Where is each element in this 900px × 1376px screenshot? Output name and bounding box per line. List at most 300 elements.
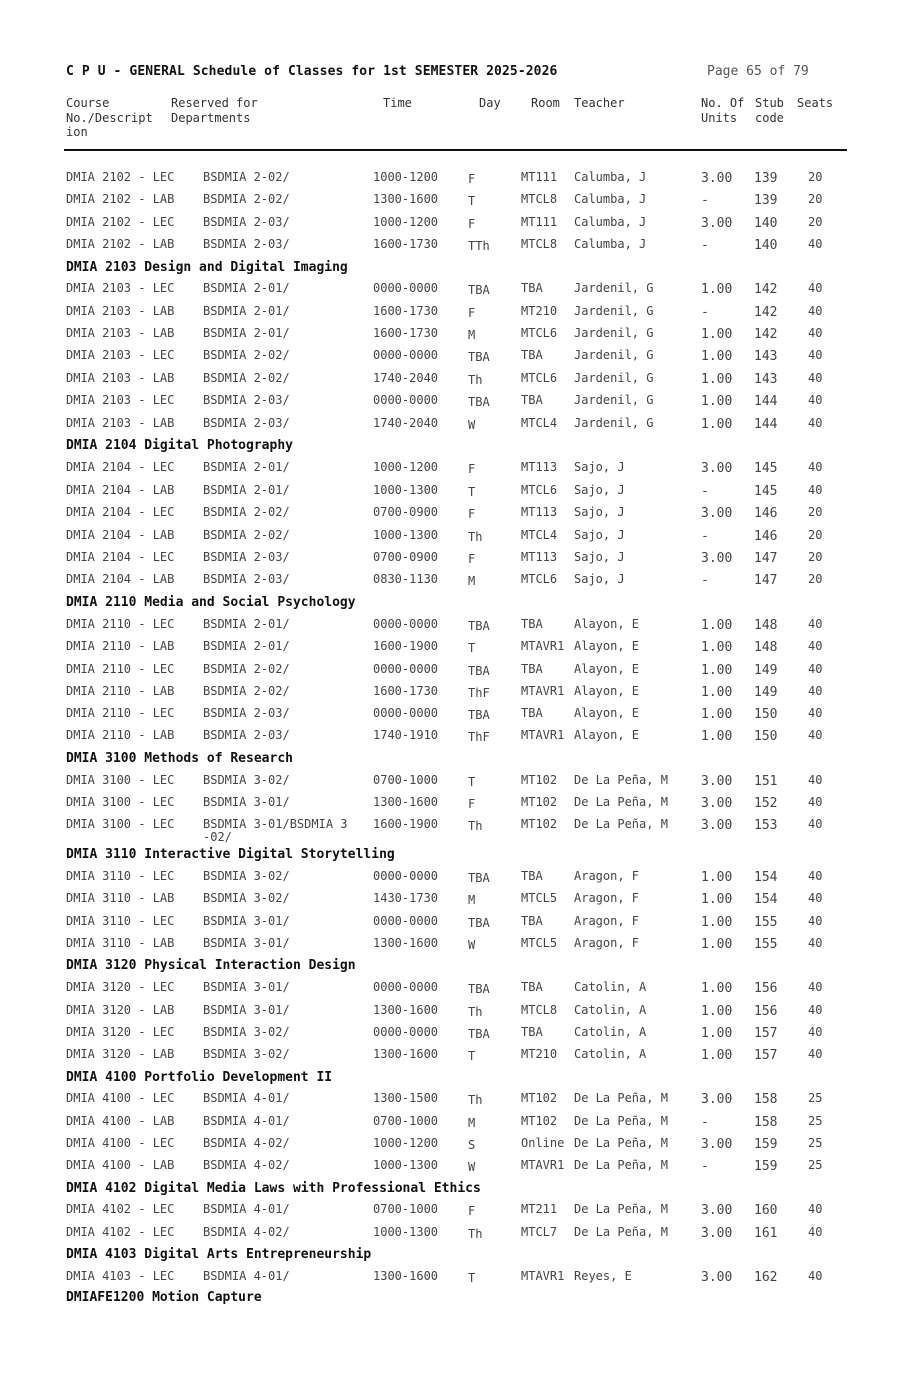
cell-teacher: Jardenil, G — [574, 304, 654, 318]
cell-seats: 40 — [808, 1202, 823, 1216]
cell-course: DMIA 2102 - LEC — [66, 215, 175, 229]
cell-room: Online — [521, 1136, 565, 1150]
cell-teacher: De La Peña, M — [574, 795, 668, 809]
cell-stub: 153 — [754, 818, 778, 833]
cell-time: 0000-0000 — [373, 706, 439, 720]
cell-dept: BSDMIA 2-01/ — [203, 483, 290, 497]
cell-day: Th — [468, 530, 483, 544]
cell-dept: BSDMIA 2-01/ — [203, 460, 290, 474]
cell-course: DMIA 2103 - LEC — [66, 348, 175, 362]
cell-course: DMIA 4100 - LEC — [66, 1091, 175, 1105]
cell-course: DMIA 4100 - LAB — [66, 1114, 175, 1128]
cell-stub: 145 — [754, 484, 778, 499]
cell-seats: 40 — [808, 869, 823, 883]
cell-time: 1740-1910 — [373, 728, 439, 742]
cell-teacher: Jardenil, G — [574, 348, 654, 362]
cell-day: T — [468, 641, 476, 655]
table-row — [0, 528, 900, 548]
cell-teacher: De La Peña, M — [574, 1158, 668, 1172]
table-row — [0, 483, 900, 503]
cell-stub: 157 — [754, 1048, 778, 1063]
cell-room: MT111 — [521, 215, 558, 229]
cell-seats: 40 — [808, 237, 823, 251]
cell-stub: 155 — [754, 937, 778, 952]
cell-day: ThF — [468, 730, 490, 744]
cell-seats: 25 — [808, 1136, 823, 1150]
cell-course: DMIA 4102 - LEC — [66, 1202, 175, 1216]
table-row — [0, 1025, 900, 1045]
cell-seats: 40 — [808, 304, 823, 318]
cell-course: DMIA 2103 - LAB — [66, 416, 175, 430]
cell-course: DMIA 3100 - LEC — [66, 795, 175, 809]
cell-room: TBA — [521, 914, 543, 928]
cell-day: W — [468, 938, 476, 952]
cell-dept-continued: -02/ — [203, 830, 232, 844]
cell-time: 1740-2040 — [373, 371, 439, 385]
cell-room: TBA — [521, 980, 543, 994]
cell-course: DMIA 2110 - LAB — [66, 684, 175, 698]
cell-units: 1.00 — [701, 640, 733, 655]
table-row — [0, 980, 900, 1000]
cell-room: MT210 — [521, 1047, 558, 1061]
cell-dept: BSDMIA 2-01/ — [203, 326, 290, 340]
cell-stub: 158 — [754, 1092, 778, 1107]
cell-units: 1.00 — [701, 349, 733, 364]
cell-dept: BSDMIA 3-01/ — [203, 795, 290, 809]
cell-stub: 162 — [754, 1270, 778, 1285]
cell-course: DMIA 4100 - LAB — [66, 1158, 175, 1172]
cell-stub: 147 — [754, 573, 778, 588]
cell-teacher: Jardenil, G — [574, 281, 654, 295]
cell-seats: 40 — [808, 281, 823, 295]
cell-units: 3.00 — [701, 216, 733, 231]
table-row — [0, 393, 900, 413]
cell-stub: 156 — [754, 1004, 778, 1019]
cell-teacher: Sajo, J — [574, 528, 625, 542]
cell-time: 1300-1600 — [373, 1047, 439, 1061]
cell-stub: 144 — [754, 417, 778, 432]
cell-day: M — [468, 574, 476, 588]
cell-stub: 157 — [754, 1026, 778, 1041]
cell-course: DMIA 4102 - LEC — [66, 1225, 175, 1239]
cell-day: W — [468, 418, 476, 432]
cell-teacher: Aragon, F — [574, 914, 640, 928]
cell-seats: 20 — [808, 192, 823, 206]
cell-teacher: Sajo, J — [574, 572, 625, 586]
cell-teacher: Alayon, E — [574, 684, 640, 698]
col-course: Course No./Descript ion — [66, 96, 153, 139]
cell-seats: 40 — [808, 371, 823, 385]
cell-day: Th — [468, 1093, 483, 1107]
cell-seats: 40 — [808, 326, 823, 340]
table-row — [0, 662, 900, 682]
cell-seats: 40 — [808, 348, 823, 362]
cell-seats: 20 — [808, 550, 823, 564]
cell-day: F — [468, 507, 476, 521]
cell-dept: BSDMIA 3-01/ — [203, 1003, 290, 1017]
cell-seats: 40 — [808, 1225, 823, 1239]
cell-units: 1.00 — [701, 892, 733, 907]
cell-day: TBA — [468, 350, 490, 364]
table-row — [0, 505, 900, 525]
cell-course: DMIA 2102 - LAB — [66, 237, 175, 251]
cell-units: 1.00 — [701, 394, 733, 409]
cell-teacher: Alayon, E — [574, 706, 640, 720]
cell-units: 3.00 — [701, 1203, 733, 1218]
cell-time: 1740-2040 — [373, 416, 439, 430]
cell-teacher: Catolin, A — [574, 1047, 647, 1061]
cell-dept: BSDMIA 3-02/ — [203, 891, 290, 905]
cell-stub: 145 — [754, 461, 778, 476]
cell-units: - — [701, 305, 709, 320]
cell-teacher: Alayon, E — [574, 617, 640, 631]
cell-course: DMIA 2110 - LEC — [66, 662, 175, 676]
cell-dept: BSDMIA 2-03/ — [203, 550, 290, 564]
cell-teacher: Catolin, A — [574, 980, 647, 994]
cell-time: 1600-1730 — [373, 684, 439, 698]
table-row — [0, 1225, 900, 1245]
cell-time: 1000-1300 — [373, 528, 439, 542]
cell-stub: 142 — [754, 305, 778, 320]
cell-teacher: Alayon, E — [574, 728, 640, 742]
cell-room: MTCL6 — [521, 371, 558, 385]
cell-room: TBA — [521, 869, 543, 883]
header-divider — [64, 149, 847, 151]
table-row — [0, 237, 900, 257]
cell-teacher: Aragon, F — [574, 869, 640, 883]
table-row — [0, 795, 900, 815]
cell-day: Th — [468, 1227, 483, 1241]
cell-time: 0000-0000 — [373, 980, 439, 994]
cell-units: 3.00 — [701, 774, 733, 789]
table-row — [0, 170, 900, 190]
cell-dept: BSDMIA 2-03/ — [203, 416, 290, 430]
cell-day: TBA — [468, 619, 490, 633]
cell-seats: 40 — [808, 662, 823, 676]
cell-day: TBA — [468, 982, 490, 996]
table-row — [0, 550, 900, 570]
cell-time: 0830-1130 — [373, 572, 439, 586]
cell-teacher: De La Peña, M — [574, 1114, 668, 1128]
col-reserved: Reserved for Departments — [171, 96, 258, 125]
cell-time: 1300-1600 — [373, 795, 439, 809]
cell-units: 1.00 — [701, 937, 733, 952]
cell-dept: BSDMIA 2-02/ — [203, 684, 290, 698]
table-row — [0, 728, 900, 748]
cell-stub: 139 — [754, 193, 778, 208]
cell-dept: BSDMIA 2-02/ — [203, 662, 290, 676]
cell-room: TBA — [521, 617, 543, 631]
cell-day: F — [468, 797, 476, 811]
cell-day: Th — [468, 819, 483, 833]
cell-day: T — [468, 194, 476, 208]
cell-room: MTAVR1 — [521, 684, 565, 698]
cell-stub: 158 — [754, 1115, 778, 1130]
course-section-heading: DMIA 4100 Portfolio Development II — [66, 1070, 333, 1085]
table-row — [0, 1202, 900, 1222]
cell-units: 3.00 — [701, 461, 733, 476]
cell-room: MTCL7 — [521, 1225, 558, 1239]
cell-room: MTAVR1 — [521, 728, 565, 742]
cell-seats: 40 — [808, 1003, 823, 1017]
cell-day: T — [468, 1271, 476, 1285]
cell-day: M — [468, 1116, 476, 1130]
cell-time: 1000-1200 — [373, 170, 439, 184]
cell-time: 0000-0000 — [373, 617, 439, 631]
cell-units: 3.00 — [701, 1092, 733, 1107]
cell-stub: 148 — [754, 640, 778, 655]
table-row — [0, 1114, 900, 1134]
cell-stub: 148 — [754, 618, 778, 633]
cell-dept: BSDMIA 2-01/ — [203, 617, 290, 631]
cell-units: 1.00 — [701, 1026, 733, 1041]
cell-room: MTCL6 — [521, 326, 558, 340]
cell-units: 3.00 — [701, 506, 733, 521]
cell-stub: 161 — [754, 1226, 778, 1241]
cell-time: 1000-1300 — [373, 483, 439, 497]
cell-time: 0000-0000 — [373, 869, 439, 883]
cell-teacher: Sajo, J — [574, 460, 625, 474]
cell-seats: 40 — [808, 684, 823, 698]
cell-time: 1430-1730 — [373, 891, 439, 905]
cell-units: 1.00 — [701, 417, 733, 432]
cell-teacher: Alayon, E — [574, 639, 640, 653]
table-row — [0, 460, 900, 480]
cell-teacher: Sajo, J — [574, 483, 625, 497]
cell-course: DMIA 3110 - LEC — [66, 869, 175, 883]
cell-day: TBA — [468, 1027, 490, 1041]
cell-dept: BSDMIA 3-01/BSDMIA 3 — [203, 817, 348, 831]
page-number: Page 65 of 79 — [707, 64, 809, 79]
cell-time: 1600-1730 — [373, 304, 439, 318]
cell-dept: BSDMIA 3-02/ — [203, 1047, 290, 1061]
cell-seats: 40 — [808, 914, 823, 928]
cell-day: F — [468, 1204, 476, 1218]
cell-dept: BSDMIA 3-01/ — [203, 980, 290, 994]
cell-room: MT102 — [521, 795, 558, 809]
col-day: Day — [479, 96, 501, 110]
cell-stub: 149 — [754, 685, 778, 700]
cell-dept: BSDMIA 3-01/ — [203, 936, 290, 950]
cell-room: MTCL6 — [521, 483, 558, 497]
cell-course: DMIA 2103 - LEC — [66, 393, 175, 407]
cell-room: TBA — [521, 348, 543, 362]
cell-seats: 40 — [808, 795, 823, 809]
cell-teacher: Reyes, E — [574, 1269, 632, 1283]
table-row — [0, 192, 900, 212]
cell-day: F — [468, 217, 476, 231]
cell-course: DMIA 2104 - LAB — [66, 528, 175, 542]
cell-course: DMIA 2104 - LAB — [66, 572, 175, 586]
table-row — [0, 572, 900, 592]
cell-time: 1000-1200 — [373, 215, 439, 229]
cell-dept: BSDMIA 2-02/ — [203, 192, 290, 206]
cell-time: 0700-1000 — [373, 773, 439, 787]
cell-teacher: De La Peña, M — [574, 1136, 668, 1150]
cell-seats: 40 — [808, 393, 823, 407]
cell-day: Th — [468, 1005, 483, 1019]
cell-day: F — [468, 462, 476, 476]
cell-room: MTCL5 — [521, 936, 558, 950]
cell-units: 1.00 — [701, 685, 733, 700]
cell-time: 1300-1600 — [373, 1269, 439, 1283]
cell-room: TBA — [521, 281, 543, 295]
cell-teacher: Aragon, F — [574, 936, 640, 950]
cell-seats: 40 — [808, 980, 823, 994]
cell-day: TBA — [468, 664, 490, 678]
table-row — [0, 617, 900, 637]
cell-dept: BSDMIA 2-01/ — [203, 304, 290, 318]
cell-units: - — [701, 529, 709, 544]
cell-units: 3.00 — [701, 796, 733, 811]
cell-course: DMIA 3110 - LEC — [66, 914, 175, 928]
cell-teacher: Calumba, J — [574, 192, 647, 206]
cell-time: 1300-1600 — [373, 192, 439, 206]
cell-dept: BSDMIA 2-02/ — [203, 528, 290, 542]
cell-teacher: Calumba, J — [574, 237, 647, 251]
cell-time: 0000-0000 — [373, 348, 439, 362]
cell-day: Th — [468, 373, 483, 387]
cell-seats: 40 — [808, 936, 823, 950]
cell-time: 1000-1300 — [373, 1158, 439, 1172]
course-section-heading: DMIAFE1200 Motion Capture — [66, 1290, 262, 1305]
table-row — [0, 706, 900, 726]
cell-time: 1600-1730 — [373, 237, 439, 251]
cell-stub: 143 — [754, 349, 778, 364]
cell-course: DMIA 2110 - LEC — [66, 617, 175, 631]
cell-seats: 40 — [808, 728, 823, 742]
cell-dept: BSDMIA 2-03/ — [203, 572, 290, 586]
course-section-heading: DMIA 4103 Digital Arts Entrepreneurship — [66, 1247, 372, 1262]
cell-units: - — [701, 238, 709, 253]
cell-day: T — [468, 775, 476, 789]
table-row — [0, 416, 900, 436]
cell-stub: 150 — [754, 729, 778, 744]
cell-course: DMIA 2103 - LAB — [66, 371, 175, 385]
cell-room: MT113 — [521, 550, 558, 564]
cell-dept: BSDMIA 2-03/ — [203, 215, 290, 229]
cell-course: DMIA 2110 - LEC — [66, 706, 175, 720]
cell-teacher: Jardenil, G — [574, 416, 654, 430]
cell-dept: BSDMIA 4-01/ — [203, 1114, 290, 1128]
cell-teacher: Sajo, J — [574, 505, 625, 519]
cell-stub: 154 — [754, 892, 778, 907]
cell-day: S — [468, 1138, 476, 1152]
cell-time: 1300-1500 — [373, 1091, 439, 1105]
cell-room: MTCL4 — [521, 416, 558, 430]
cell-course: DMIA 2110 - LAB — [66, 639, 175, 653]
cell-stub: 139 — [754, 171, 778, 186]
cell-room: MTCL4 — [521, 528, 558, 542]
cell-dept: BSDMIA 4-01/ — [203, 1269, 290, 1283]
cell-room: MT102 — [521, 1091, 558, 1105]
cell-course: DMIA 3110 - LAB — [66, 936, 175, 950]
cell-course: DMIA 2110 - LAB — [66, 728, 175, 742]
cell-course: DMIA 3120 - LEC — [66, 1025, 175, 1039]
cell-course: DMIA 2103 - LAB — [66, 304, 175, 318]
cell-course: DMIA 3120 - LAB — [66, 1047, 175, 1061]
cell-day: F — [468, 306, 476, 320]
cell-stub: 143 — [754, 372, 778, 387]
col-stub: Stub code — [755, 96, 784, 125]
cell-units: 1.00 — [701, 1048, 733, 1063]
cell-room: MT113 — [521, 505, 558, 519]
cell-time: 1300-1600 — [373, 936, 439, 950]
cell-room: MTAVR1 — [521, 1269, 565, 1283]
cell-units: 1.00 — [701, 870, 733, 885]
cell-time: 1000-1200 — [373, 460, 439, 474]
table-row — [0, 891, 900, 911]
table-row — [0, 817, 900, 844]
cell-units: - — [701, 1115, 709, 1130]
cell-seats: 20 — [808, 528, 823, 542]
course-section-heading: DMIA 2110 Media and Social Psychology — [66, 595, 356, 610]
cell-seats: 40 — [808, 773, 823, 787]
cell-seats: 40 — [808, 483, 823, 497]
cell-dept: BSDMIA 2-03/ — [203, 706, 290, 720]
cell-teacher: Catolin, A — [574, 1003, 647, 1017]
cell-seats: 20 — [808, 215, 823, 229]
cell-seats: 40 — [808, 460, 823, 474]
course-section-heading: DMIA 4102 Digital Media Laws with Professional Ethics — [66, 1181, 481, 1196]
cell-course: DMIA 2104 - LAB — [66, 483, 175, 497]
cell-course: DMIA 2104 - LEC — [66, 505, 175, 519]
cell-room: TBA — [521, 662, 543, 676]
cell-seats: 40 — [808, 891, 823, 905]
cell-day: ThF — [468, 686, 490, 700]
cell-units: 1.00 — [701, 327, 733, 342]
cell-time: 1000-1200 — [373, 1136, 439, 1150]
cell-room: MT102 — [521, 773, 558, 787]
table-row — [0, 1158, 900, 1178]
cell-teacher: Aragon, F — [574, 891, 640, 905]
cell-time: 0700-1000 — [373, 1202, 439, 1216]
cell-dept: BSDMIA 4-01/ — [203, 1091, 290, 1105]
cell-day: W — [468, 1160, 476, 1174]
table-row — [0, 304, 900, 324]
document-title: C P U - GENERAL Schedule of Classes for 1st SEMESTER 2025-2026 — [66, 64, 558, 79]
cell-seats: 25 — [808, 1091, 823, 1105]
cell-stub: 140 — [754, 238, 778, 253]
table-row — [0, 914, 900, 934]
cell-room: MT113 — [521, 460, 558, 474]
cell-course: DMIA 2104 - LEC — [66, 460, 175, 474]
cell-room: MT102 — [521, 817, 558, 831]
cell-stub: 140 — [754, 216, 778, 231]
cell-room: MTCL8 — [521, 237, 558, 251]
cell-course: DMIA 3100 - LEC — [66, 773, 175, 787]
cell-units: 3.00 — [701, 551, 733, 566]
course-section-heading: DMIA 3120 Physical Interaction Design — [66, 958, 356, 973]
cell-time: 1600-1900 — [373, 639, 439, 653]
cell-day: T — [468, 1049, 476, 1063]
table-row — [0, 1047, 900, 1067]
cell-room: MTCL6 — [521, 572, 558, 586]
cell-units: 1.00 — [701, 729, 733, 744]
cell-time: 1300-1600 — [373, 1003, 439, 1017]
cell-day: M — [468, 328, 476, 342]
cell-stub: 149 — [754, 663, 778, 678]
cell-room: MT111 — [521, 170, 558, 184]
table-row — [0, 869, 900, 889]
cell-stub: 154 — [754, 870, 778, 885]
cell-teacher: De La Peña, M — [574, 1091, 668, 1105]
cell-stub: 146 — [754, 506, 778, 521]
cell-time: 1600-1730 — [373, 326, 439, 340]
cell-day: TBA — [468, 708, 490, 722]
cell-units: 1.00 — [701, 663, 733, 678]
cell-units: 3.00 — [701, 1226, 733, 1241]
